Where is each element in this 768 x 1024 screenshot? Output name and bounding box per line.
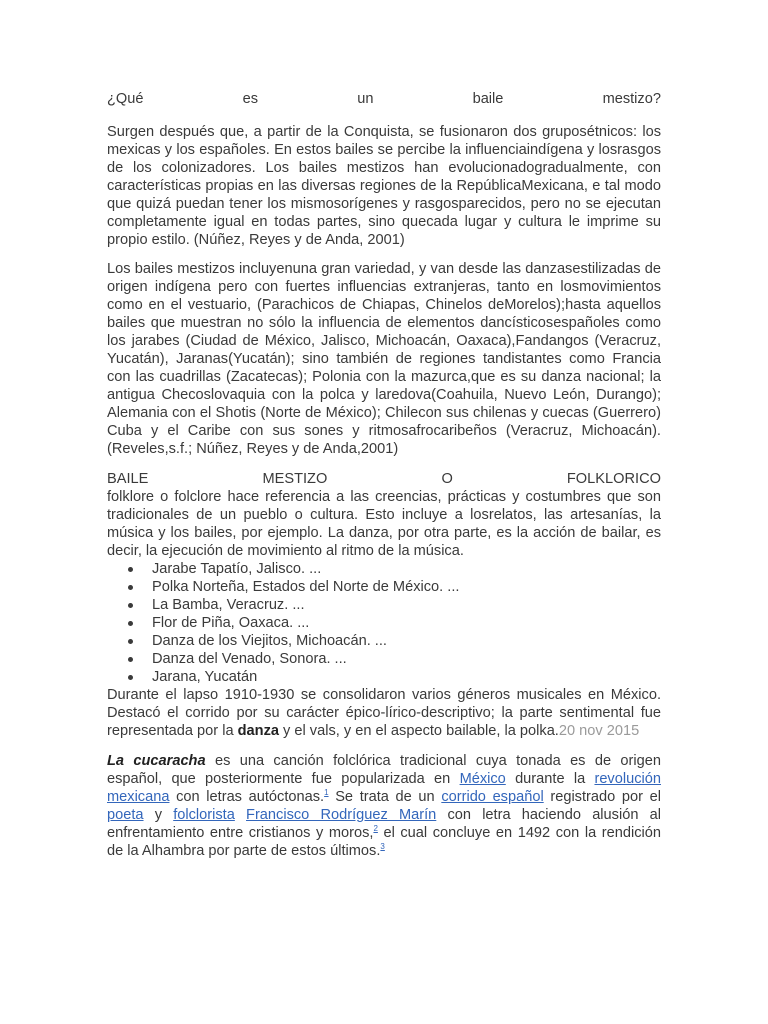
question-word: ¿Qué (107, 91, 144, 107)
bullet-icon (128, 675, 133, 680)
question-word: un (357, 91, 374, 107)
question-word: baile (472, 91, 504, 107)
footnote-ref[interactable]: 3 (380, 842, 385, 852)
list-item: Polka Norteña, Estados del Norte de México. ... (107, 578, 661, 596)
bullet-icon (128, 621, 133, 626)
question-word: mestizo? (602, 91, 661, 107)
bullet-icon (128, 603, 133, 608)
link-poeta[interactable]: poeta (107, 807, 144, 823)
paragraph-variety: Los bailes mestizos incluyenuna gran variedad, y van desde las danzasestilizadas de origen indígena pero con fuertes influencias extranjeras, tanto en losmovimientos como en el vestuario, (Parachicos de Chiapas, Chinelos deMorelos);hasta aquellos bailes que muestran no sólo la influencia de elementos dancísticosespañoles como los jarabes (Ciudad de México, Jalisco, Michoacán, Oaxaca),Fandangos (Veracruz, Yucatán), Jaranas(Yucatán); sino también de regiones tandistantes como Francia con las cuadrillas (Zacatecas); Polonia con la mazurca,que es su danza nacional; la antigua Checoslovaquia con la polca y laredova(Coahuila, Nuevo León, Durango); Alemania con el Shotis (Norte de México); Chilecon sus chilenas y cuecas (Guerrero) Cuba y el Caribe con sus sones y ritmosafrocaribeños (Veracruz, Michoacán). (Reveles,s.f.; Núñez, Reyes y de Anda,2001) (107, 261, 661, 457)
dance-list (107, 560, 661, 686)
paragraph-origin: Surgen después que, a partir de la Conquista, se fusionaron dos gruposétnicos: los mexicas y los españoles. En estos bailes se percibe la influenciaindígena y losrasgos de los colonizadores. Los bailes mestizos han evolucionadogradualmente, con características propias en las diversas regiones de la RepúblicaMexicana, e tal modo que quizá puedan tener los mismosorígenes y rasgosparecidos, pero no se ejecutan completamente igual en todas partes, sino quecada lugar y cultura le imprime su propio estilo. (Núñez, Reyes y de Anda, 2001) (107, 124, 661, 248)
list-item: Jarabe Tapatío, Jalisco. ... (107, 560, 661, 578)
folklore-heading-word: O (441, 471, 453, 487)
paragraph-folklore: folklore o folclore hace referencia a las creencias, prácticas y costumbres que son tradicionales de un pueblo o cultura. Esto incluye a losrelatos, las artesanías, la música y los bailes, por ejemplo. La danza, por otra parte, es la acción de bailar, es decir, la ejecución de movimiento al ritmo de la música. (107, 489, 661, 559)
link-revolucion-mexicana[interactable]: revolución mexicana (107, 771, 661, 805)
folklore-heading-word: MESTIZO (262, 471, 328, 487)
link-corrido-espanol[interactable]: corrido español (441, 789, 544, 805)
document-body (107, 90, 661, 860)
folklore-heading-word: BAILE (107, 471, 149, 487)
footnote-ref[interactable]: 2 (373, 824, 378, 834)
link-folclorista[interactable]: folclorista (173, 807, 235, 823)
list-item: Danza del Venado, Sonora. ... (107, 650, 661, 668)
bullet-icon (128, 639, 133, 644)
link-francisco-rodriguez-marin[interactable]: Francisco Rodríguez Marín (246, 807, 437, 823)
list-item: La Bamba, Veracruz. ... (107, 596, 661, 614)
bullet-icon (128, 657, 133, 662)
paragraph-cucaracha: La cucaracha es una canción folclórica tradicional cuya tonada es de origen español, que posteriormente fue popularizada en México durante la revolución mexicana con letras autóctonas.$^1$ Se trata de un corrido español registrado por el poeta y folclorista Francisco Rodríguez Marín con letra haciendo alusión al enfrentamiento entre cristianos y moros,$^2$ el cual concluye en 1492 con la rendición de la Alhambra por parte de estos últimos.$^3$ (107, 753, 661, 859)
list-item: Danza de los Viejitos, Michoacán. ... (107, 632, 661, 650)
link-mexico[interactable]: México (459, 771, 506, 787)
paragraph-corrido: Durante el lapso 1910-1930 se consolidaron varios géneros musicales en México. Destacó el corrido por su carácter épico-lírico-descriptivo; la parte sentimental fue representada por la danza y el vals, y en el aspecto bailable, la polka.20 nov 2015 (107, 687, 661, 739)
folklore-heading-word: FOLKLORICO (566, 471, 661, 487)
question-word: es (242, 91, 259, 107)
song-title: La cucaracha (107, 753, 206, 769)
date-snippet: 20 nov 2015 (558, 723, 640, 739)
bold-term: danza (237, 723, 279, 739)
bullet-icon (128, 585, 133, 590)
folklore-heading (107, 470, 661, 488)
list-item: Jarana, Yucatán (107, 668, 661, 686)
bullet-icon (128, 567, 133, 572)
footnote-ref[interactable]: 1 (324, 788, 329, 798)
list-item: Flor de Piña, Oaxaca. ... (107, 614, 661, 632)
question-heading (107, 90, 661, 108)
